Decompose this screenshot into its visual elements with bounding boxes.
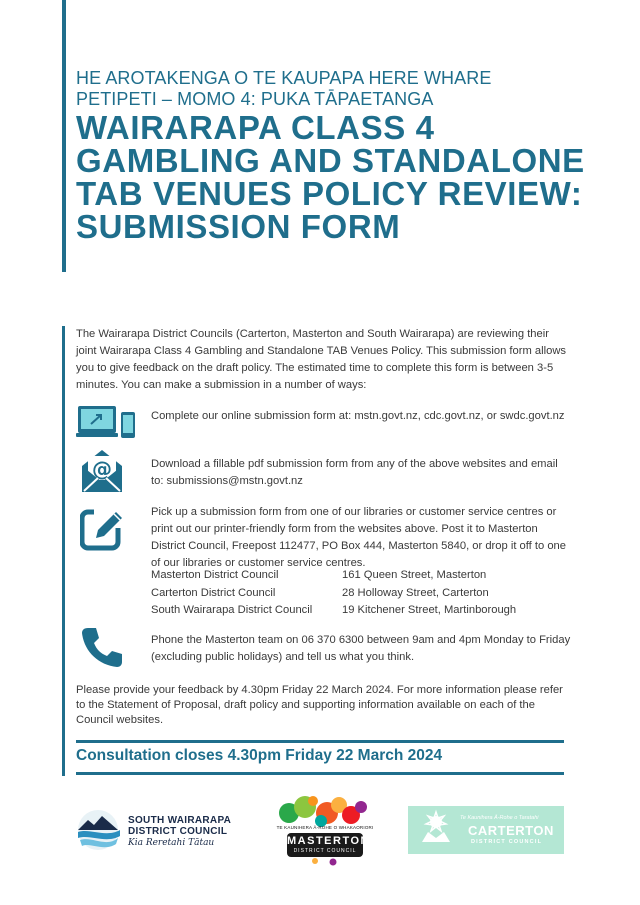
swdc-logo: [76, 806, 256, 856]
carterton-district-council: DISTRICT COUNCIL: [471, 839, 543, 845]
email-icon: [80, 448, 124, 494]
page-subtitle: HE AROTAKENGA O TE KAUPAPA HERE WHARE PETIPETI – MOMO 4: PUKA TĀPAETANGA: [76, 68, 492, 109]
masterton-district-council: DISTRICT COUNCIL: [293, 848, 357, 854]
carterton-maori-name: Te Kaunihera Ā-Rohe o Taratahi: [460, 815, 539, 821]
option-email-text: Download a fillable pdf submission form from any of the above websites and email to: submissions@mstn.govt.nz: [151, 458, 558, 487]
council-address: 161 Queen Street, Masterton: [342, 569, 487, 581]
content-accent-bar: [62, 326, 65, 776]
council-address: 19 Kitchener Street, Martinborough: [342, 604, 517, 616]
swdc-logo-mark: [76, 808, 124, 852]
masterton-logo-mark: [275, 795, 375, 827]
masterton-dots: [275, 857, 375, 867]
consultation-closes: Consultation closes 4.30pm Friday 22 March 2024: [76, 747, 443, 764]
masterton-subtitle: TE KAUNIHERA Ā-ROHE O WHAKAORIORI: [276, 825, 374, 830]
option-phone-text: Phone the Masterton team on 06 370 6300 between 9am and 4pm Monday to Friday (excluding public holidays) and tell us what you think.: [151, 634, 571, 663]
council-name: South Wairarapa District Council: [151, 604, 313, 616]
masterton-name: MASTERTON: [287, 835, 370, 847]
address-row: [151, 585, 571, 603]
option-online-text: Complete our online submission form at: mstn.govt.nz, cdc.govt.nz, or swdc.govt.nz: [151, 410, 565, 422]
top-accent-bar: [62, 0, 66, 272]
masterton-logo: [275, 795, 375, 867]
council-name: Carterton District Council: [151, 586, 276, 599]
swdc-tagline: Kia Reretahi Tātau: [128, 838, 215, 848]
divider-top: [76, 740, 564, 743]
page-title: WAIRARAPA CLASS 4 GAMBLING AND STANDALONE TAB VENUES POLICY REVIEW: SUBMISSION FORM: [76, 109, 585, 245]
divider-bottom: [76, 772, 564, 775]
council-name: Masterton District Council: [151, 569, 279, 581]
council-address: 28 Holloway Street, Carterton: [342, 586, 489, 599]
devices-icon: [76, 404, 138, 440]
feedback-paragraph: Please provide your feedback by 4.30pm Friday 22 March 2024. For more information please refer to the Statement of Proposal, draft policy and supporting information available on each of the Council websites.: [76, 684, 563, 726]
carterton-logo: [408, 806, 564, 854]
swdc-name: SOUTH WAIRARAPA DISTRICT COUNCIL: [128, 815, 231, 837]
address-row: [151, 602, 571, 620]
carterton-logo-mark: [414, 808, 458, 852]
carterton-name: CARTERTON: [468, 823, 554, 838]
address-table: [151, 567, 571, 620]
option-post-text: Pick up a submission form from one of our libraries or customer service centres or print out our printer-friendly form from the websites above. Post it to Masterton District Council, Freepost 112477, PO Box 444, Masterton 5840, or drop it off to one of our libraries or customer service centres.: [151, 506, 566, 569]
svg-text:@: @: [92, 457, 112, 481]
phone-icon: [80, 625, 124, 669]
address-row: [151, 567, 571, 585]
intro-paragraph: The Wairarapa District Councils (Carterton, Masterton and South Wairarapa) are reviewing their joint Wairarapa Class 4 Gambling and Standalone TAB Venues Policy. This submission form allows you to give feedback on the draft policy. The estimated time to complete this form is between 3-5 minutes. You can make a submission in a number of ways:: [76, 328, 566, 391]
edit-form-icon: [80, 506, 126, 552]
masterton-name-box: [287, 833, 370, 857]
